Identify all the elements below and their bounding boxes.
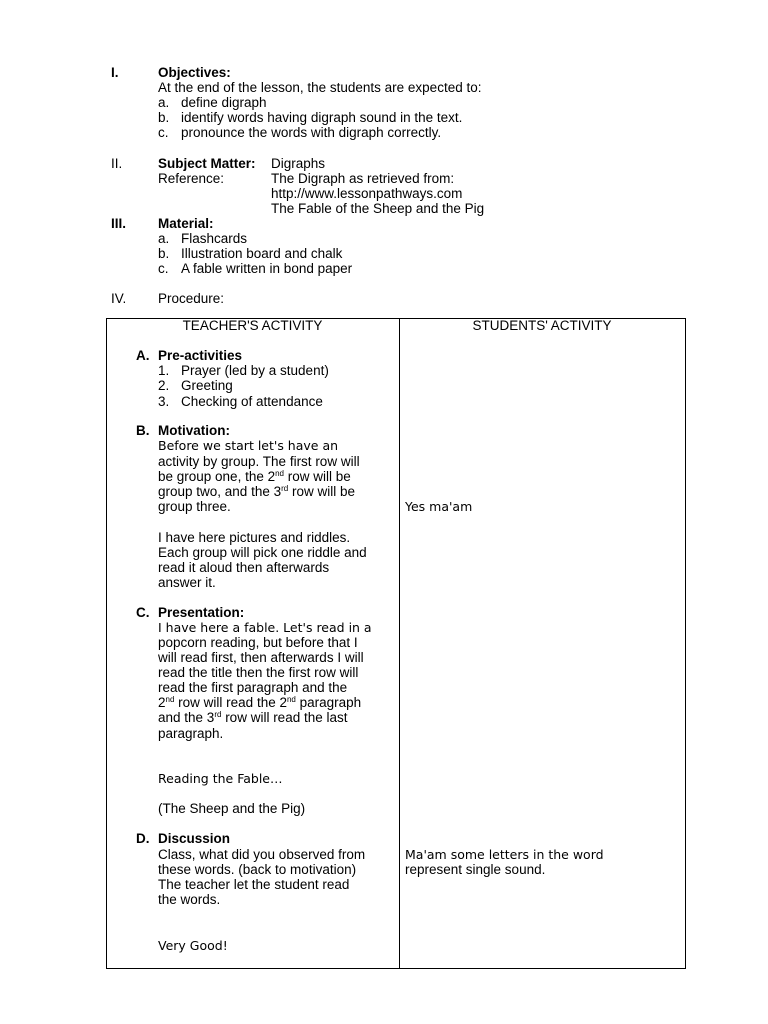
presentation-text: popcorn reading, but before that I xyxy=(158,635,358,650)
discussion-praise: Very Good! xyxy=(158,938,228,953)
discussion-text: these words. (back to motivation) xyxy=(158,862,357,877)
discussion-text: The teacher let the student read xyxy=(158,877,350,892)
objectives-heading: Objectives: xyxy=(158,65,231,80)
section-number-ii: II. xyxy=(111,156,123,171)
students-activity-header: STUDENTS' ACTIVITY xyxy=(472,318,612,333)
list-marker: 2. xyxy=(158,378,170,393)
objectives-intro: At the end of the lesson, the students are expected to: xyxy=(158,80,482,95)
pre-activities-heading: Pre-activities xyxy=(158,348,243,363)
discussion-heading: Discussion xyxy=(158,831,231,846)
pre-activity-item: Checking of attendance xyxy=(181,394,323,409)
section-number-iv: IV. xyxy=(111,291,127,306)
motivation-text: activity by group. The first row will xyxy=(158,454,360,469)
reading-the-fable: Reading the Fable… xyxy=(158,771,283,786)
presentation-text: read the first paragraph and the xyxy=(158,680,348,695)
list-marker: c. xyxy=(158,125,169,140)
motivation-text: be group one, the 2nd row will be xyxy=(158,469,351,484)
reference-line: The Fable of the Sheep and the Pig xyxy=(271,201,485,216)
section-number-i: I. xyxy=(111,65,119,80)
discussion-text: Class, what did you observed from xyxy=(158,847,366,862)
subject-matter-value: Digraphs xyxy=(271,156,326,171)
discussion-text: the words. xyxy=(158,892,221,907)
list-marker: b. xyxy=(158,246,170,261)
motivation-text: Each group will pick one riddle and xyxy=(158,545,367,560)
student-response-discussion: Ma'am some letters in the word xyxy=(405,847,604,862)
presentation-text: read the title then the first row will xyxy=(158,665,359,680)
presentation-text: 2nd row will read the 2nd paragraph xyxy=(158,695,362,710)
pre-activity-item: Prayer (led by a student) xyxy=(181,363,329,378)
section-number-iii: III. xyxy=(111,216,127,231)
list-marker: a. xyxy=(158,95,170,110)
reference-line: The Digraph as retrieved from: xyxy=(271,171,455,186)
objective-item: pronounce the words with digraph correctly. xyxy=(181,125,442,140)
student-response-motivation: Yes ma'am xyxy=(405,499,473,514)
section-letter-c: C. xyxy=(136,605,150,620)
motivation-text: I have here pictures and riddles. xyxy=(158,530,351,545)
material-heading: Material: xyxy=(158,216,214,231)
list-marker: 3. xyxy=(158,394,170,409)
section-letter-b: B. xyxy=(136,423,150,438)
procedure-heading: Procedure: xyxy=(158,291,225,306)
objective-item: identify words having digraph sound in the text. xyxy=(181,110,463,125)
motivation-text: Before we start let's have an xyxy=(158,438,339,453)
material-item: Flashcards xyxy=(181,231,248,246)
reference-label: Reference: xyxy=(158,171,225,186)
section-letter-d: D. xyxy=(136,831,150,846)
section-letter-a: A. xyxy=(136,348,150,363)
presentation-text: I have here a fable. Let's read in a xyxy=(158,620,372,635)
teacher-activity-header: TEACHER'S ACTIVITY xyxy=(182,318,323,333)
motivation-text: group three. xyxy=(158,499,231,514)
list-marker: 1. xyxy=(158,363,170,378)
table-column-divider xyxy=(399,318,400,968)
presentation-text: and the 3rd row will read the last xyxy=(158,710,348,725)
presentation-text: will read first, then afterwards I will xyxy=(158,650,364,665)
motivation-text: read it aloud then afterwards xyxy=(158,560,330,575)
reference-url: http://www.lessonpathways.com xyxy=(271,186,463,201)
motivation-heading: Motivation: xyxy=(158,423,230,438)
motivation-text: answer it. xyxy=(158,575,216,590)
student-response-discussion: represent single sound. xyxy=(405,862,546,877)
fable-title: (The Sheep and the Pig) xyxy=(158,801,306,816)
list-marker: b. xyxy=(158,110,170,125)
pre-activity-item: Greeting xyxy=(181,378,233,393)
motivation-text: group two, and the 3rd row will be xyxy=(158,484,355,499)
presentation-text: paragraph. xyxy=(158,726,224,741)
material-item: Illustration board and chalk xyxy=(181,246,343,261)
subject-matter-heading: Subject Matter: xyxy=(158,156,256,171)
list-marker: c. xyxy=(158,261,169,276)
material-item: A fable written in bond paper xyxy=(181,261,353,276)
objective-item: define digraph xyxy=(181,95,267,110)
list-marker: a. xyxy=(158,231,170,246)
presentation-heading: Presentation: xyxy=(158,605,245,620)
